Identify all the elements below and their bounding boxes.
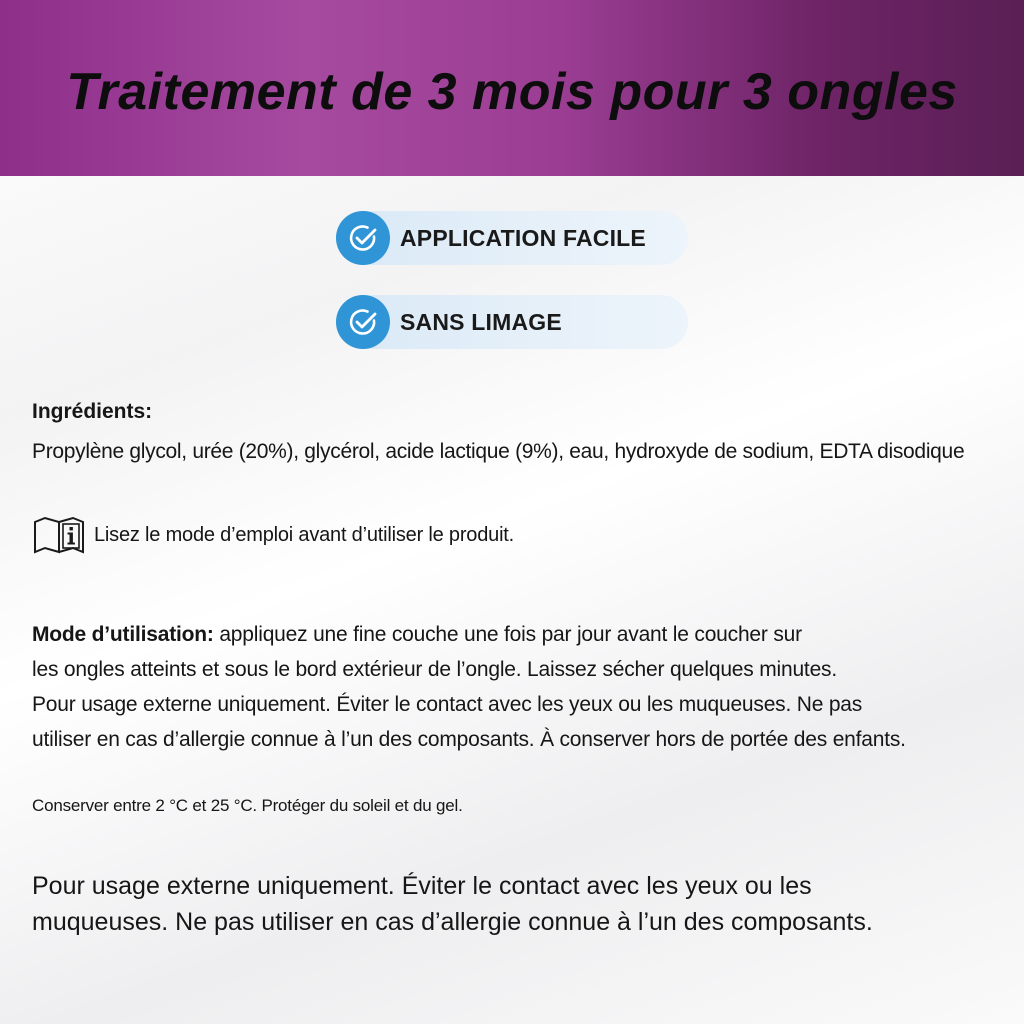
ingredients-heading: Ingrédients: (32, 400, 153, 423)
instruction-book-icon (33, 516, 85, 559)
badge-label: SANS LIMAGE (400, 309, 562, 335)
storage-text: Conserver entre 2 °C et 25 °C. Protéger du soleil et du gel. (32, 796, 463, 815)
usage-line-2: les ongles atteints et sous le bord extérieur de l’ongle. Laissez sécher quelques minutes. (32, 658, 837, 681)
check-circle-icon (336, 211, 390, 265)
badge-label: APPLICATION FACILE (400, 225, 646, 251)
usage-heading: Mode d’utilisation: (32, 623, 214, 646)
manual-notice-text: Lisez le mode d’emploi avant d’utiliser le produit. (94, 524, 515, 546)
badge-application-facile (336, 211, 688, 265)
check-circle-icon (336, 295, 390, 349)
usage-line-4: utiliser en cas d’allergie connue à l’un des composants. À conserver hors de portée des enfants. (32, 728, 906, 751)
badge-sans-limage (336, 295, 688, 349)
usage-line-1-text: appliquez une fine couche une fois par jour avant le coucher sur (213, 623, 802, 646)
usage-line-1 (32, 617, 906, 652)
ingredients-text: Propylène glycol, urée (20%), glycérol, acide lactique (9%), eau, hydroxyde de sodium, EDTA disodique (32, 440, 965, 463)
warning-text (32, 868, 873, 940)
page-title: Traitement de 3 mois pour 3 ongles (66, 63, 958, 121)
warning-line-1: Pour usage externe uniquement. Éviter le contact avec les yeux ou les (32, 872, 812, 900)
warning-line-2: muqueuses. Ne pas utiliser en cas d’allergie connue à l’un des composants. (32, 908, 873, 936)
usage-line-3: Pour usage externe uniquement. Éviter le contact avec les yeux ou les muqueuses. Ne pas (32, 693, 863, 716)
header-banner (0, 0, 1024, 176)
usage-instructions (32, 617, 906, 757)
